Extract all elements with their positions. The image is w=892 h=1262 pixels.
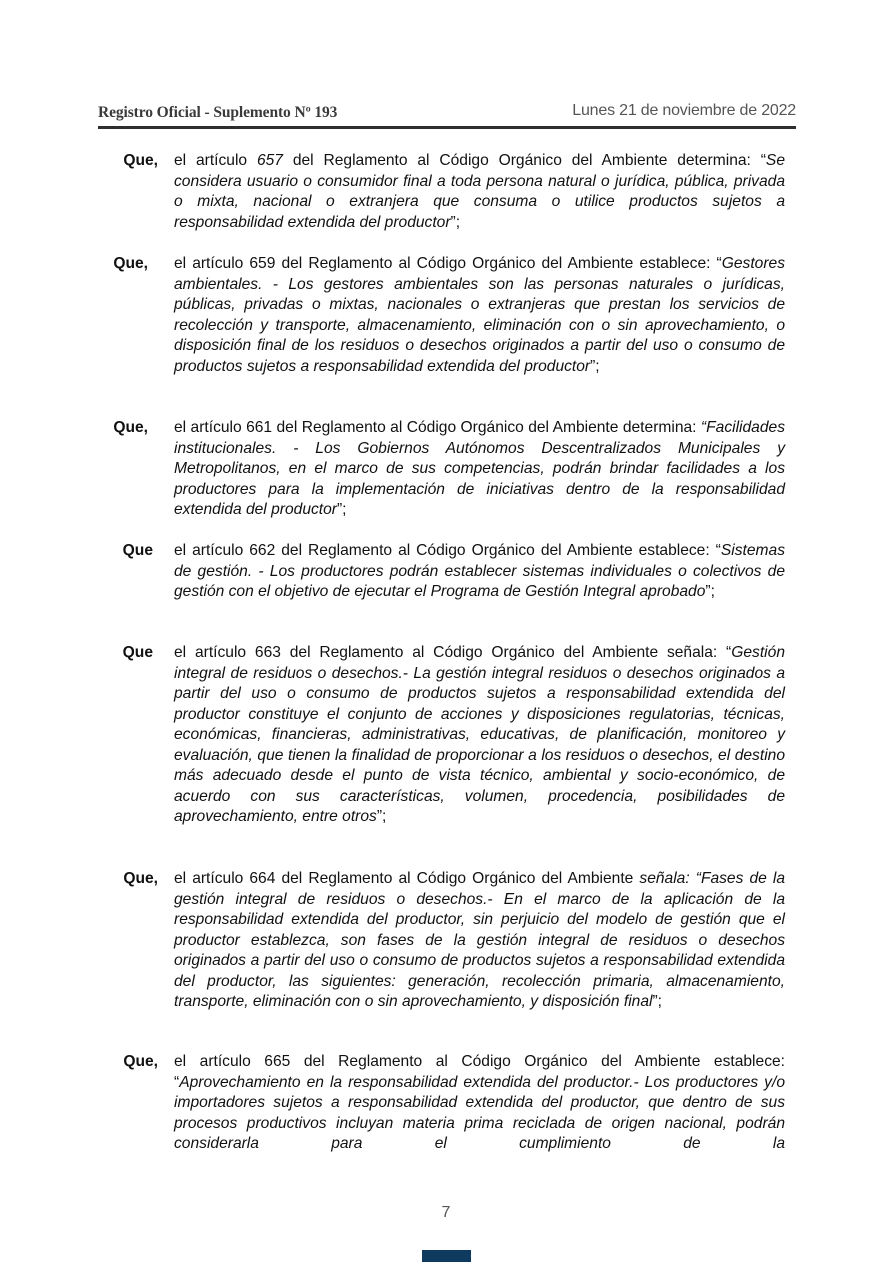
clause-text: el artículo 659 del Reglamento al Código Orgánico del Ambiente establece: “Gestores ambientales. - Los gestores ambientales son las personas naturales o jurídicas, públicas, privadas o mixtas, nacionales o extranjeras que prestan los servicios de recolección y transporte, almacenamiento, eliminación con o sin aprovechamiento, o disposición final de los residuos o desechos originados a partir del uso o consumo de productos sujetos a responsabilidad extendida del productor”; [174,255,785,375]
clause-label: Que, [123,152,158,169]
clause-label: Que [122,644,153,661]
clause-label: Que [122,542,153,559]
header-divider [98,126,796,129]
page-header [98,102,796,126]
clause-label: Que, [123,870,158,887]
clause-label: Que, [123,1053,158,1070]
page-number: 7 [441,1204,451,1221]
clause-text: el artículo 663 del Reglamento al Código Orgánico del Ambiente señala: “Gestión integral de residuos o desechos.- La gestión integral residuos o desechos originados a partir del uso o consumo de productos sujetos a responsabilidad extendida del productor constituye el conjunto de acciones y disposiciones regulatorias, técnicas, económicas, financieras, administrativas, educativas, de planificación, monitoreo y evaluación, que tienen la finalidad de proporcionar a los residuos o desechos, el destino más adecuado desde el punto de vista técnico, ambiental y socio-económico, de acuerdo con sus características, volumen, procedencia, posibilidades de aprovechamiento, entre otros”; [174,644,785,825]
clause-text: el artículo 662 del Reglamento al Código Orgánico del Ambiente establece: “Sistemas de gestión. - Los productores podrán establecer sistemas individuales o colectivos de gestión con el objetivo de ejecutar el Programa de Gestión Integral aprobado”; [174,542,785,600]
clause-label: Que, [113,255,148,272]
clause-text: el artículo 664 del Reglamento al Código Orgánico del Ambiente señala: “Fases de la gestión integral de residuos o desechos.- En el marco de la aplicación de la responsabilidad extendida del productor, sin perjuicio del modelo de gestión que el productor establezca, son fases de la gestión integral de residuos o desechos originados a partir del uso o consumo de productos sujetos a responsabilidad extendida del productor, las siguientes: generación, recolección primaria, almacenamiento, transporte, eliminación con o sin aprovechamiento, y disposición final”; [174,870,785,1010]
clause-text: el artículo 665 del Reglamento al Código Orgánico del Ambiente establece: “Aprovechamiento en la responsabilidad extendida del productor.- Los productores y/o importadores sujetos a responsabilidad extendida del productor, que dentro de sus procesos productivos incluyan materia prima reciclada de origen nacional, podrán considerarla para el cumplimiento de la [174,1053,785,1152]
publication-date: Lunes 21 de noviembre de 2022 [572,102,796,119]
footer-bar [422,1250,471,1262]
clause-text: el artículo 657 del Reglamento al Código Orgánico del Ambiente determina: “Se considera usuario o consumidor final a toda persona natural o jurídica, pública, privada o mixta, nacional o extranjera que consuma o utilice productos sujetos a responsabilidad extendida del productor”; [174,152,785,231]
clause-text: el artículo 661 del Reglamento al Código Orgánico del Ambiente determina: “Facilidades institucionales. - Los Gobiernos Autónomos Descentralizados Municipales y Metropolitanos, en el marco de sus competencias, podrán brindar facilidades a los productores para la implementación de iniciativas dentro de la responsabilidad extendida del productor”; [174,419,785,518]
publication-title: Registro Oficial - Suplemento Nº 193 [98,104,338,121]
clause-label: Que, [113,419,148,436]
